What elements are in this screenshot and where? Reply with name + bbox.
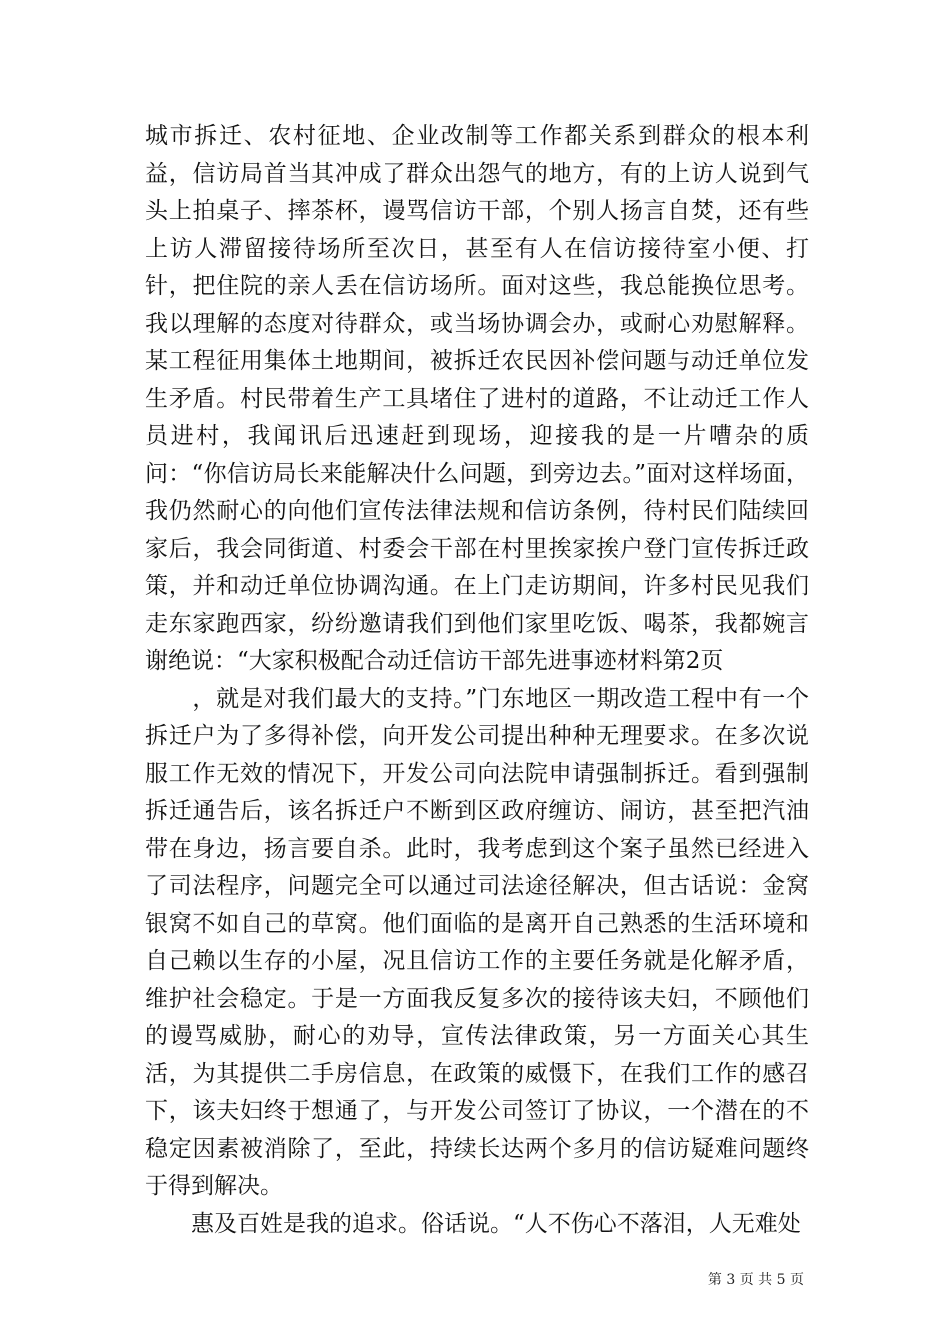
- paragraph: ，就是对我们最大的支持。”门东地区一期改造工程中有一个拆迁户为了多得补偿，向开发公司提出种种无理要求。在多次说服工作无效的情况下，开发公司向法院申请强制拆迁。看到强制拆迁通告后，该名拆迁户不断到区政府缠访、闹访，甚至把汽油带在身边，扬言要自杀。此时，我考虑到这个案子虽然已经进入了司法程序，问题完全可以通过司法途径解决，但古话说：金窝银窝不如自己的草窝。他们面临的是离开自己熟悉的生活环境和自己赖以生存的小屋，况且信访工作的主要任务就是化解矛盾，维护社会稳定。于是一方面我反复多次的接待该夫妇，不顾他们的谩骂威胁，耐心的劝导，宣传法律政策，另一方面关心其生活，为其提供二手房信息，在政策的威慑下，在我们工作的感召下，该夫妇终于想通了，与开发公司签订了协议，一个潜在的不稳定因素被消除了，至此，持续长达两个多月的信访疑难问题终于得到解决。: [145, 685, 809, 1199]
- paragraph: 惠及百姓是我的追求。俗话说。“人不伤心不落泪，人无难处: [145, 1210, 801, 1237]
- page-number-footer: 第 3 页 共 5 页: [707, 1272, 804, 1288]
- paragraph: 城市拆迁、农村征地、企业改制等工作都关系到群众的根本利益，信访局首当其冲成了群众出怨气的地方，有的上访人说到气头上拍桌子、摔茶杯，谩骂信访干部，个别人扬言自焚，还有些上访人滞留接待场所至次日，甚至有人在信访接待室小便、打针，把住院的亲人丢在信访场所。面对这些，我总能换位思考。我以理解的态度对待群众，或当场协调会办，或耐心劝慰解释。某工程征用集体土地期间，被拆迁农民因补偿问题与动迁单位发生矛盾。村民带着生产工具堵住了进村的道路，不让动迁工作人员进村，我闻讯后迅速赶到现场，迎接我的是一片嘈杂的质问：“你信访局长来能解决什么问题，到旁边去。”面对这样场面，我仍然耐心的向他们宣传法律法规和信访条例，待村民们陆续回家后，我会同街道、村委会干部在村里挨家挨户登门宣传拆迁政策，并和动迁单位协调沟通。在上门走访期间，许多村民见我们走东家跑西家，纷纷邀请我们到他们家里吃饭、喝茶，我都婉言谢绝说：“大家积极配合动迁信访干部先进事迹材料第2页: [145, 123, 809, 674]
- document-body: [145, 118, 809, 1243]
